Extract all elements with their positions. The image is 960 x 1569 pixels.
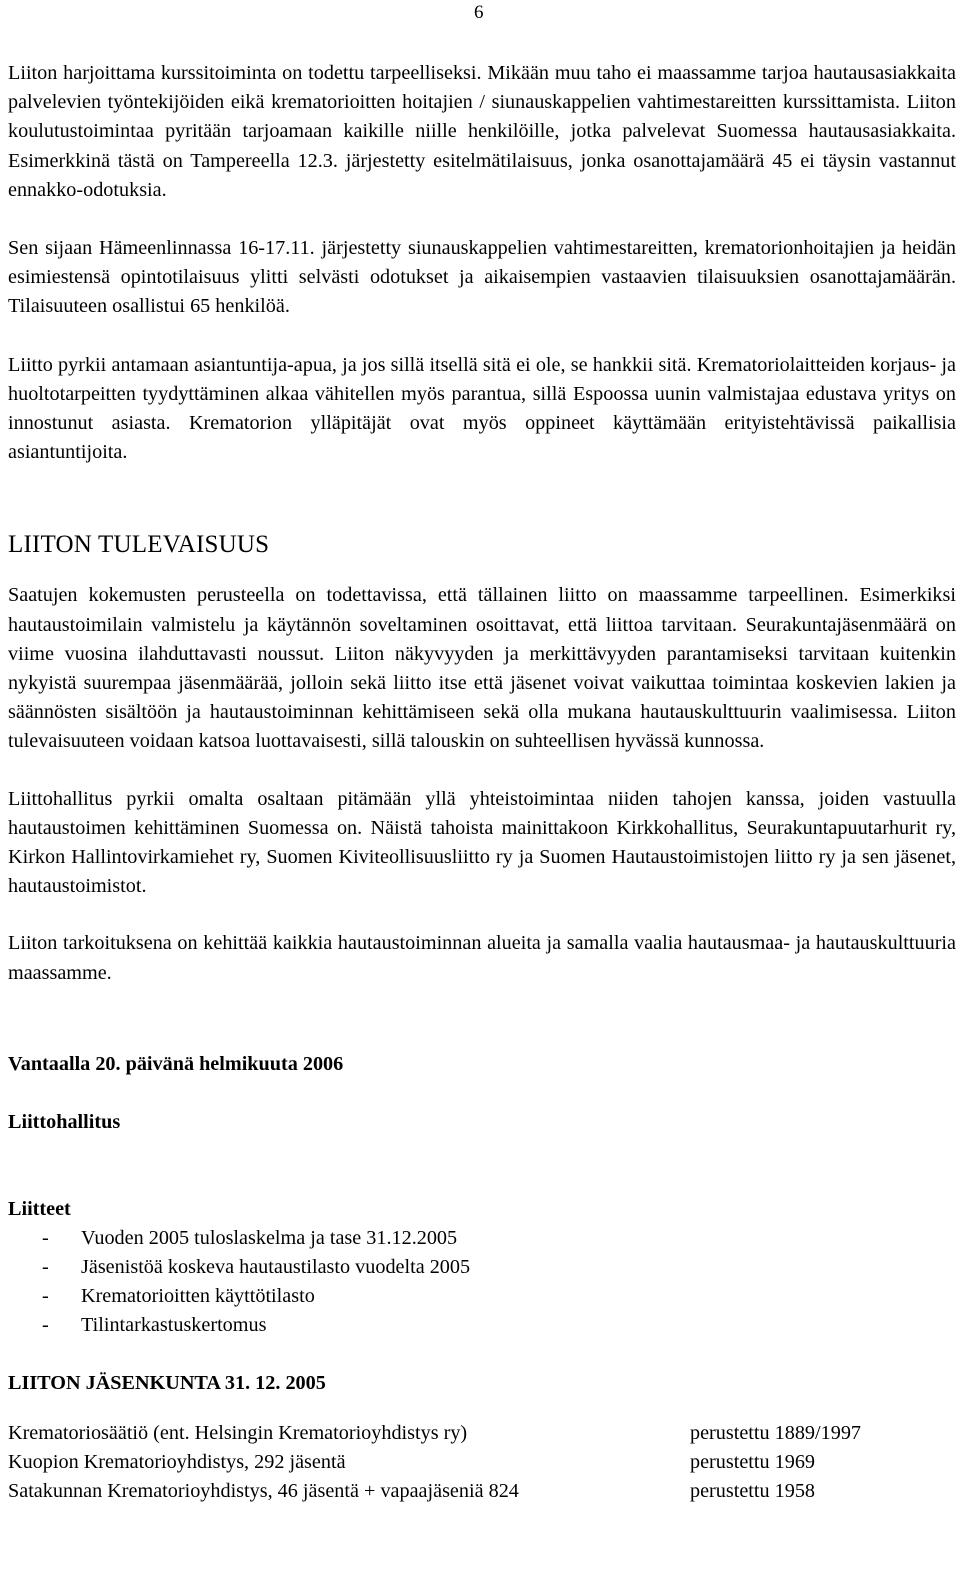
signature-board: Liittohallitus [8, 1110, 121, 1133]
table-row [8, 1448, 861, 1477]
list-dash: - [42, 1255, 49, 1278]
attachments-list [8, 1224, 956, 1340]
member-name: Krematoriosäätiö (ent. Helsingin Krematorioyhdistys ry) [8, 1421, 468, 1444]
members-title: LIITON JÄSENKUNTA 31. 12. 2005 [8, 1371, 326, 1394]
paragraph-future-outlook: Saatujen kokemusten perusteella on todettavissa, että tällainen liitto on maassamme tarpeellinen. Esimerkiksi hautaustoimilain valmistelu ja käytännön soveltaminen osoittavat, että liittoa tarvitaan. Seurakuntajäsenmäärä on viime vuosina ilahduttavasti noussut. Liiton näkyvyyden ja merkittävyyden parantamiseksi tarvitaan kuitenkin nykyistä suurempaa jäsenmäärää, jolloin sekä liitto itse että jäsenet voivat vaikuttaa toimintaa koskevien lakien ja säännösten sisältöön ja hautaustoiminnan kehittämiseen sekä olla mukana hautauskulttuurin vaalimisessa. Liiton tulevaisuuteen voidaan katsoa luottavaisesti, sillä talouskin on suhteellisen hyvässä kunnossa. [8, 584, 956, 753]
paragraph-purpose: Liiton tarkoituksena on kehittää kaikkia hautaustoiminnan alueita ja samalla vaalia hautausmaa- ja hautauskulttuuria maassamme. [8, 932, 956, 984]
future-heading: LIITON TULEVAISUUS [8, 531, 270, 559]
list-dash: - [42, 1226, 49, 1249]
list-dash: - [42, 1284, 49, 1307]
attachments-title: Liitteet [8, 1197, 71, 1220]
page-number: 6 [474, 2, 484, 23]
members-table [8, 1419, 861, 1506]
attachment-text: Vuoden 2005 tuloslaskelma ja tase 31.12.2005 [81, 1226, 458, 1249]
table-row [8, 1419, 861, 1448]
paragraph-cooperation: Liittohallitus pyrkii omalta osaltaan pitämään yllä yhteistoimintaa niiden tahojen kanssa, joiden vastuulla hautaustoimen kehittäminen Suomessa on. Näistä tahoista mainittakoon Kirkkohallitus, Seurakuntapuutarhurit ry, Kirkon Hallintovirkamiehet ry, Suomen Kiviteollisuusliitto ry ja Suomen Hautaustoimistojen liitto ry ja sen jäsenet, hautaustoimistot. [8, 787, 956, 898]
attachment-item [8, 1253, 956, 1282]
paragraph-training: Liiton harjoittama kurssitoiminta on todettu tarpeelliseksi. Mikään muu taho ei maassamme tarjoa hautausasiakkaita palvelevien työntekijöiden eikä krematorioitten hoitajien / siunauskappelien vahtimestareitten kurssittamista. Liiton koulutustoimintaa pyritään tarjoamaan kaikille niille henkilöille, jotka palvelevat Suomessa hautausasiakkaita. Esimerkkinä tästä on Tampereella 12.3. järjestetty esitelmätilaisuus, jonka osanottajamäärä 45 ei täysin vastannut ennakko-odotuksia. [8, 62, 956, 201]
paragraph-expert-help: Liitto pyrkii antamaan asiantuntija-apua, ja jos sillä itsellä sitä ei ole, se hankkii sitä. Krematoriolaitteiden korjaus- ja huoltotarpeitten tyydyttäminen alkaa vähitellen myös parantua, sillä Espoossa uunin valmistajaa edustava yritys on innostunut asiasta. Krematorion ylläpitäjät ovat myös oppineet käyttämään erityistehtävissä paikallisia asiantuntijoita. [8, 353, 956, 464]
attachment-item [8, 1224, 956, 1253]
attachment-text: Jäsenistöä koskeva hautaustilasto vuodelta 2005 [81, 1255, 471, 1278]
paragraph-hameenlinna: Sen sijaan Hämeenlinnassa 16-17.11. järjestetty siunauskappelien vahtimestareitten, krematorionhoitajien ja heidän esimiestensä opintotilaisuus ylitti selvästi odotukset ja aikaisempien vastaavien tilaisuuksien osanottajamäärän. Tilaisuuteen osallistui 65 henkilöä. [8, 237, 956, 318]
attachment-item [8, 1282, 956, 1311]
document-body [8, 59, 956, 1506]
member-founded: perustettu 1969 [690, 1450, 816, 1473]
member-founded: perustettu 1889/1997 [690, 1421, 862, 1444]
attachment-text: Tilintarkastuskertomus [81, 1313, 267, 1336]
member-name: Kuopion Krematorioyhdistys, 292 jäsentä [8, 1450, 346, 1473]
table-row [8, 1477, 861, 1506]
attachment-item [8, 1311, 956, 1340]
member-founded: perustettu 1958 [690, 1479, 816, 1502]
member-name: Satakunnan Krematorioyhdistys, 46 jäsentä + vapaajäseniä 824 [8, 1479, 519, 1502]
signature-place-date: Vantaalla 20. päivänä helmikuuta 2006 [8, 1052, 344, 1075]
list-dash: - [42, 1313, 49, 1336]
attachment-text: Krematorioitten käyttötilasto [81, 1284, 315, 1307]
